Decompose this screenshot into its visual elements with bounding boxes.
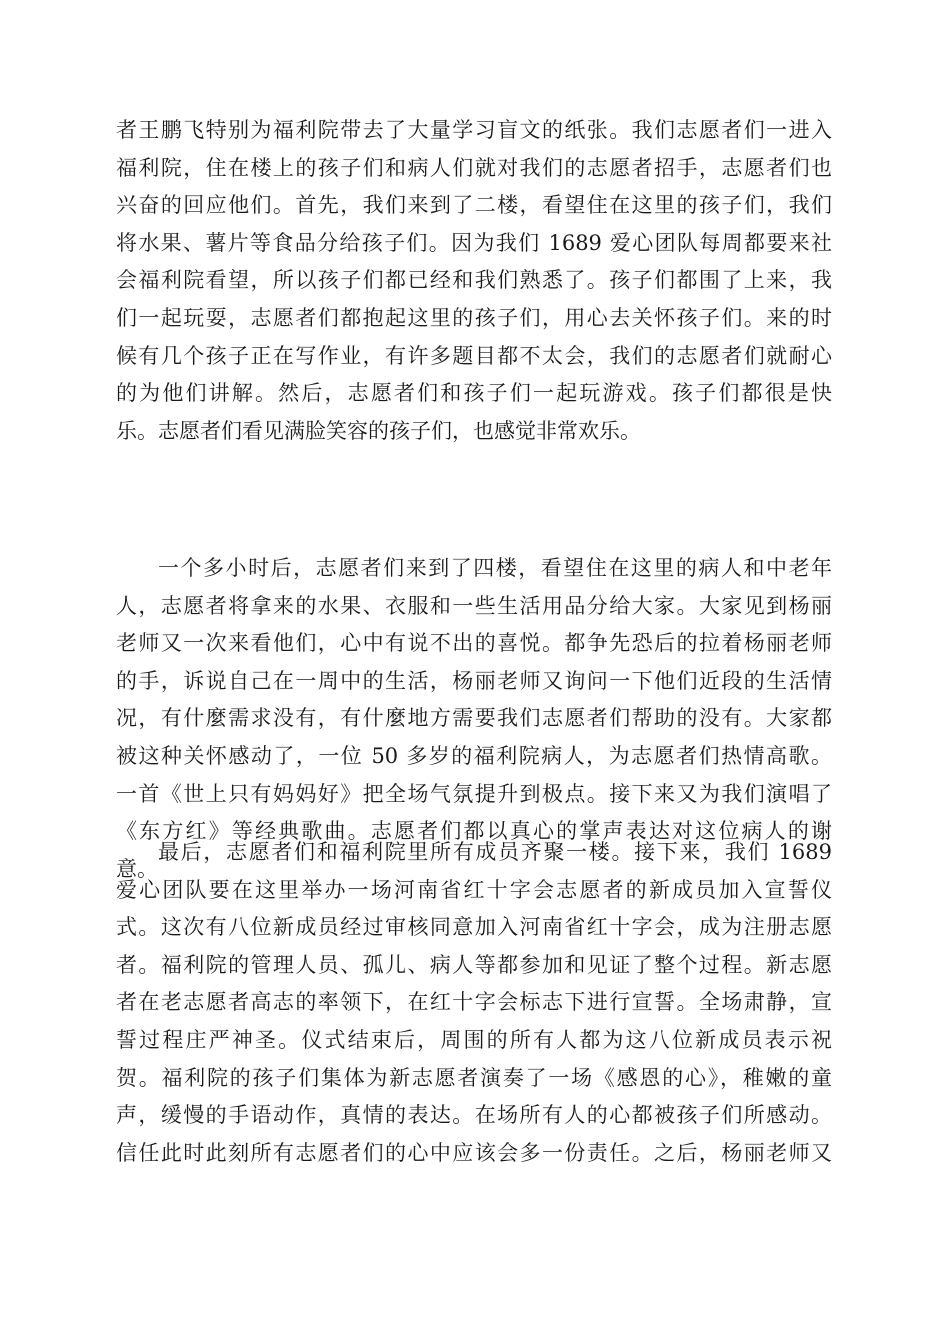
text-line: 老师又一次来看他们，心中有说不出的喜悦。都争先恐后的拉着杨丽老师 [116,631,832,656]
paragraph-1 [116,112,832,450]
text-line: 贺。福利院的孩子们集体为新志愿者演奏了一场《感恩的心》，稚嫩的童 [116,1065,832,1090]
text-line: 者王鹏飞特别为福利院带去了大量学习盲文的纸张。我们志愿者们一进入 [116,118,832,142]
text-line: 一首《世上只有妈妈好》把全场气氛提升到极点。接下来又为我们演唱了 [116,781,832,806]
paragraph-3 [116,834,832,1172]
text-line: 会福利院看望，所以孩子们都已经和我们熟悉了。孩子们都围了上来，我 [116,268,832,293]
text-line: 乐。志愿者们看见满脸笑容的孩子们，也感觉非常欢乐。 [116,418,641,443]
text-line: 最后，志愿者们和福利院里所有成员齐聚一楼。接下来，我们 1689 [158,840,832,864]
text-line: 况，有什麼需求没有，有什麼地方需要我们志愿者们帮助的没有。大家都 [116,706,832,731]
text-line: 式。这次有八位新成员经过审核同意加入河南省红十字会，成为注册志愿 [116,915,832,940]
text-line: 《东方红》等经典歌曲。志愿者们都以真心的掌声表达对这位病人的谢 [116,819,832,844]
text-line: 信任此时此刻所有志愿者们的心中应该会多一份责任。之后，杨丽老师又 [116,1140,832,1165]
text-line: 爱心团队要在这里举办一场河南省红十字会志愿者的新成员加入宣誓仪 [116,877,832,902]
text-line: 被这种关怀感动了，一位 50 多岁的福利院病人，为志愿者们热情高歌。 [116,743,832,768]
text-line: 候有几个孩子正在写作业，有许多题目都不太会，我们的志愿者们就耐心 [116,343,832,368]
text-line: 者在老志愿者高志的率领下，在红十字会标志下进行宣誓。全场肃静，宣 [116,990,832,1015]
text-line: 们一起玩耍，志愿者们都抱起这里的孩子们，用心去关怀孩子们。来的时 [116,305,832,330]
text-line: 兴奋的回应他们。首先，我们来到了二楼，看望住在这里的孩子们，我们 [116,193,832,218]
text-line: 福利院，住在楼上的孩子们和病人们就对我们的志愿者招手，志愿者们也 [116,155,832,180]
text-line: 的手，诉说自己在一周中的生活，杨丽老师又询问一下他们近段的生活情 [116,668,832,693]
text-line: 人，志愿者将拿来的水果、衣服和一些生活用品分给大家。大家见到杨丽 [116,593,832,618]
text-line: 将水果、薯片等食品分给孩子们。因为我们 1689 爱心团队每周都要来社 [116,230,832,255]
text-line: 意。 [116,856,158,881]
text-line: 的为他们讲解。然后，志愿者们和孩子们一起玩游戏。孩子们都很是快 [116,381,832,406]
text-line: 一个多小时后，志愿者们来到了四楼，看望住在这里的病人和中老年 [158,556,832,580]
text-line: 者。福利院的管理人员、孤儿、病人等都参加和见证了整个过程。新志愿 [116,952,832,977]
text-line: 誓过程庄严神圣。仪式结束后，周围的所有人都为这八位新成员表示祝 [116,1027,832,1052]
text-line: 声，缓慢的手语动作，真情的表达。在场所有人的心都被孩子们所感动。 [116,1103,832,1128]
